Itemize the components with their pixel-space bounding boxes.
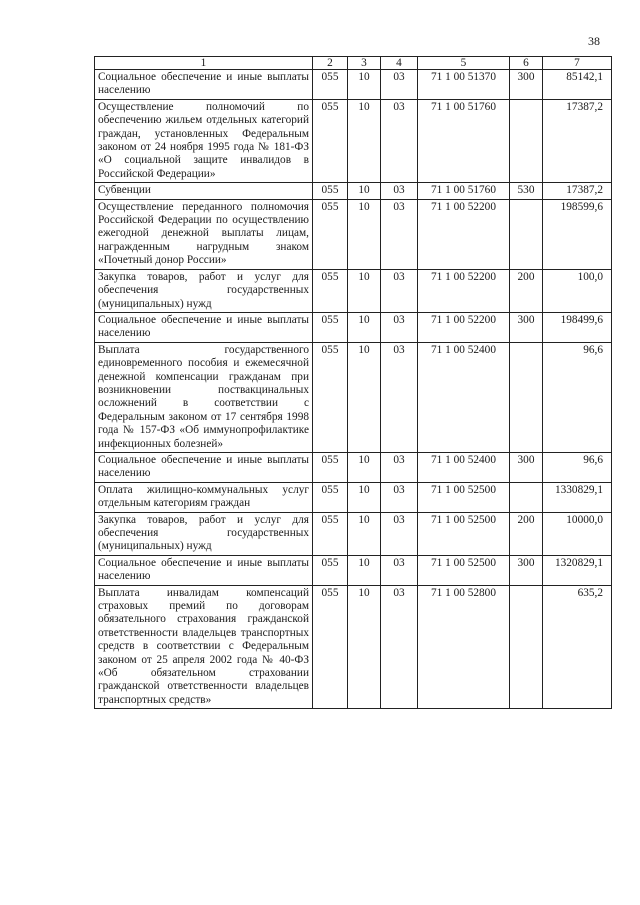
row-description: Осуществление переданного полномочия Российской Федерации по осуществлению ежегодной денежной выплаты лицам, награжденным нагрудным знаком «Почетный донор России» [95,199,313,269]
code-subsection: 03 [381,555,418,585]
code-section: 10 [348,99,381,182]
code-target-article: 71 1 00 52200 [418,269,510,312]
code-target-article: 71 1 00 51760 [418,99,510,182]
code-target-article: 71 1 00 52500 [418,555,510,585]
code-ministry: 055 [313,342,348,452]
table-row [95,70,612,100]
row-description: Субвенции [95,183,313,199]
row-description: Осуществление полномочий по обеспечению жильем отдельных категорий граждан, установленных Федеральным законом от 24 ноября 1995 года № 181-ФЗ «О социальной защите инвалидов в Российской Федерации» [95,99,313,182]
code-expense-type: 530 [510,183,543,199]
header-cell: 5 [418,57,510,70]
code-expense-type: 200 [510,512,543,555]
code-section: 10 [348,269,381,312]
code-section: 10 [348,70,381,100]
code-section: 10 [348,512,381,555]
header-cell: 3 [348,57,381,70]
amount: 100,0 [543,269,612,312]
header-cell: 7 [543,57,612,70]
header-cell: 6 [510,57,543,70]
row-description: Социальное обеспечение и иные выплаты населению [95,70,313,100]
row-description: Выплата государственного единовременного пособия и ежемесячной денежной компенсации гражданам при возникновении поствакцинальных осложнений в соответствии с Федеральным законом от 17 сентября 1998 года № 157-ФЗ «Об иммунопрофилактике инфекционных болезней» [95,342,313,452]
amount: 85142,1 [543,70,612,100]
row-description: Выплата инвалидам компенсаций страховых премий по договорам обязательного страхования гражданской ответственности владельцев транспортных средств в соответствии с Федеральным законом от 25 апреля 2002 года № 40-ФЗ «Об обязательном страховании гражданской ответственности владельцев транспортных средств» [95,585,313,709]
code-target-article: 71 1 00 51760 [418,183,510,199]
amount: 635,2 [543,585,612,709]
code-ministry: 055 [313,183,348,199]
table-row [95,312,612,342]
code-subsection: 03 [381,512,418,555]
code-ministry: 055 [313,312,348,342]
table-row [95,482,612,512]
code-expense-type: 300 [510,555,543,585]
page-number: 38 [588,34,600,48]
budget-table [94,56,612,709]
table-row [95,452,612,482]
code-subsection: 03 [381,269,418,312]
code-subsection: 03 [381,312,418,342]
code-target-article: 71 1 00 52200 [418,199,510,269]
table-row [95,269,612,312]
code-ministry: 055 [313,99,348,182]
code-ministry: 055 [313,555,348,585]
code-section: 10 [348,199,381,269]
amount: 17387,2 [543,99,612,182]
code-target-article: 71 1 00 52800 [418,585,510,709]
row-description: Закупка товаров, работ и услуг для обеспечения государственных (муниципальных) нужд [95,512,313,555]
code-expense-type: 300 [510,312,543,342]
header-cell: 2 [313,57,348,70]
code-ministry: 055 [313,70,348,100]
code-subsection: 03 [381,482,418,512]
table-row [95,512,612,555]
code-subsection: 03 [381,452,418,482]
table-row [95,99,612,182]
code-section: 10 [348,555,381,585]
row-description: Социальное обеспечение и иные выплаты населению [95,555,313,585]
row-description: Социальное обеспечение и иные выплаты населению [95,452,313,482]
code-section: 10 [348,342,381,452]
amount: 10000,0 [543,512,612,555]
code-subsection: 03 [381,183,418,199]
code-ministry: 055 [313,199,348,269]
code-target-article: 71 1 00 52400 [418,452,510,482]
code-ministry: 055 [313,512,348,555]
code-expense-type: 300 [510,452,543,482]
code-target-article: 71 1 00 52500 [418,482,510,512]
code-ministry: 055 [313,452,348,482]
table-row [95,199,612,269]
code-ministry: 055 [313,269,348,312]
code-expense-type [510,585,543,709]
code-target-article: 71 1 00 52500 [418,512,510,555]
header-cell: 1 [95,57,313,70]
table-row [95,342,612,452]
amount: 17387,2 [543,183,612,199]
code-ministry: 055 [313,585,348,709]
code-target-article: 71 1 00 51370 [418,70,510,100]
row-description: Социальное обеспечение и иные выплаты населению [95,312,313,342]
code-target-article: 71 1 00 52200 [418,312,510,342]
table-row [95,555,612,585]
code-subsection: 03 [381,342,418,452]
row-description: Закупка товаров, работ и услуг для обеспечения государственных (муниципальных) нужд [95,269,313,312]
code-subsection: 03 [381,70,418,100]
header-row [95,57,612,70]
code-expense-type: 200 [510,269,543,312]
row-description: Оплата жилищно-коммунальных услуг отдельным категориям граждан [95,482,313,512]
code-section: 10 [348,183,381,199]
table-row [95,183,612,199]
code-expense-type [510,99,543,182]
amount: 96,6 [543,452,612,482]
code-subsection: 03 [381,99,418,182]
table-row [95,585,612,709]
amount: 96,6 [543,342,612,452]
code-subsection: 03 [381,199,418,269]
code-section: 10 [348,452,381,482]
code-expense-type [510,199,543,269]
code-target-article: 71 1 00 52400 [418,342,510,452]
code-expense-type [510,342,543,452]
amount: 1330829,1 [543,482,612,512]
amount: 1320829,1 [543,555,612,585]
code-section: 10 [348,482,381,512]
header-cell: 4 [381,57,418,70]
code-expense-type: 300 [510,70,543,100]
code-ministry: 055 [313,482,348,512]
code-section: 10 [348,312,381,342]
code-subsection: 03 [381,585,418,709]
amount: 198499,6 [543,312,612,342]
amount: 198599,6 [543,199,612,269]
code-section: 10 [348,585,381,709]
code-expense-type [510,482,543,512]
